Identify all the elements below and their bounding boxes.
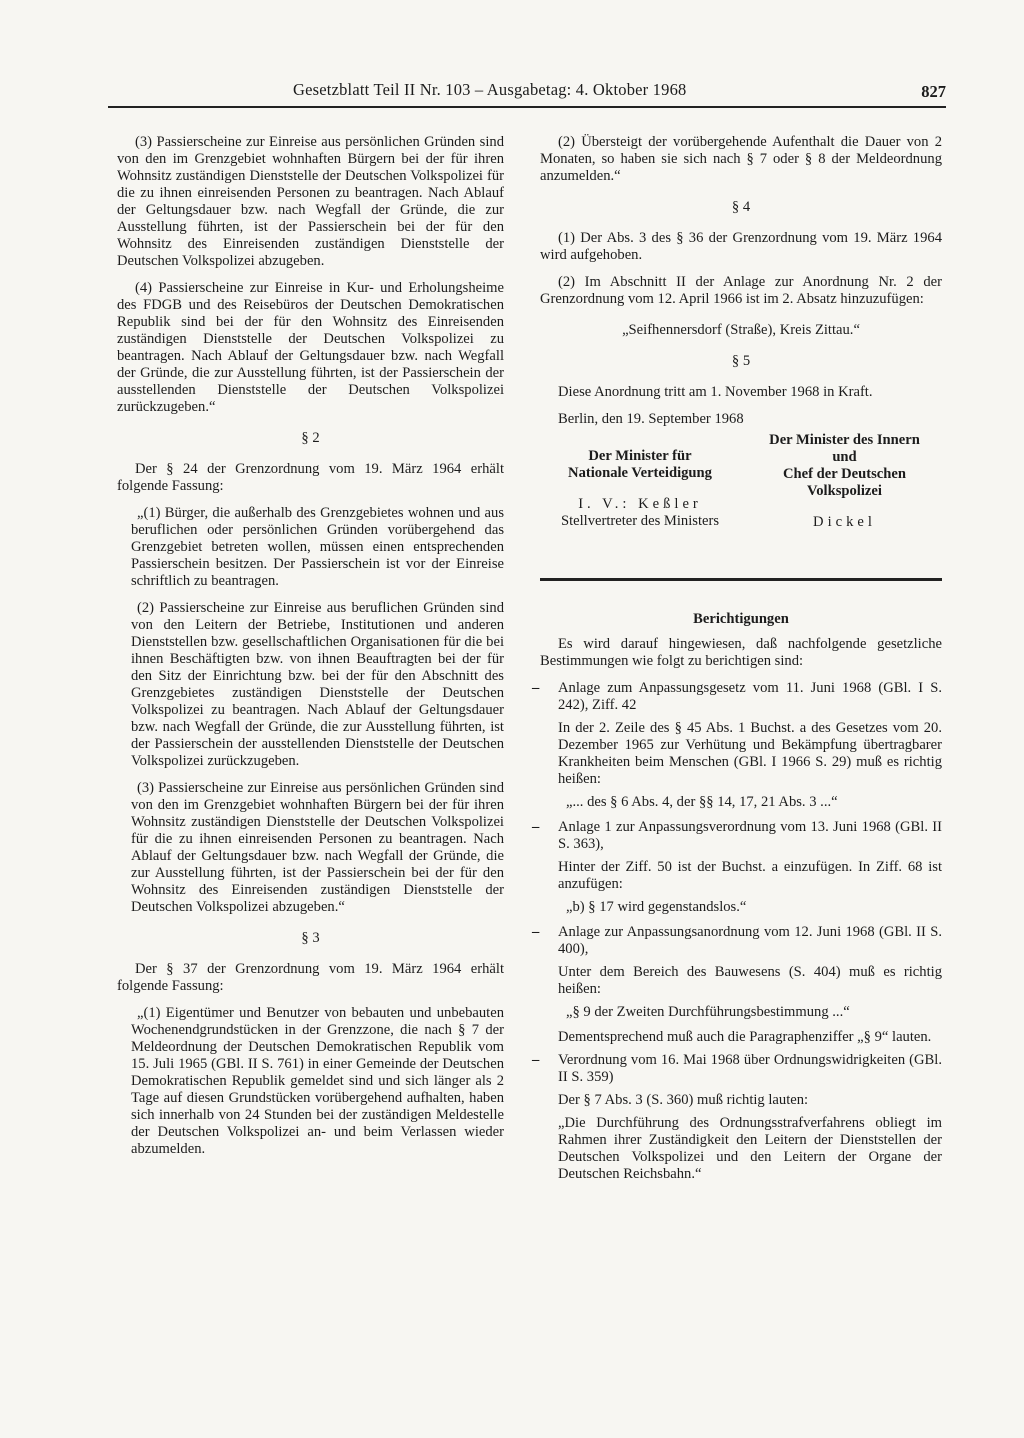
sig-right-line-4: Volkspolizei	[807, 483, 882, 499]
correction-2-text: Hinter der Ziff. 50 ist der Buchst. a einzufügen. In Ziff. 68 ist anzufügen:	[558, 859, 942, 892]
correction-1-text: In der 2. Zeile des § 45 Abs. 1 Buchst. a des Gesetzes vom 20. Dezember 1965 zur Verhütung und Bekämpfung übertragbarer Krankheiten beim Menschen (GBl. I 1966 S. 29) muß es richtig heißen:	[558, 720, 942, 787]
header-title: Gesetzblatt Teil II Nr. 103 – Ausgabetag: 4. Oktober 1968	[293, 80, 687, 99]
corrections-intro: Es wird darauf hingewiesen, daß nachfolgende gesetzliche Bestimmungen wie folgt zu berichtigen sind:	[540, 636, 942, 669]
correction-2-quote: „b) § 17 wird gegenstandslos.“	[566, 899, 747, 915]
signature-interior	[747, 432, 942, 531]
dash-marker: –	[532, 1052, 540, 1068]
correction-3-text: Unter dem Bereich des Bauwesens (S. 404) muß es richtig heißen:	[558, 964, 942, 997]
correction-4-text: Der § 7 Abs. 3 (S. 360) muß richtig lauten:	[558, 1092, 809, 1108]
section-4-paragraph-1: (1) Der Abs. 3 des § 36 der Grenzordnung vom 19. März 1964 wird aufgehoben.	[540, 230, 942, 263]
correction-3-head: Anlage zur Anpassungsanordnung vom 12. Juni 1968 (GBl. II S. 400),	[558, 924, 942, 957]
page-number: 827	[921, 82, 946, 101]
sig-left-line-2: Nationale Verteidigung	[568, 465, 712, 481]
correction-4-head: Verordnung vom 16. Mai 1968 über Ordnungswidrigkeiten (GBl. II S. 359)	[558, 1052, 942, 1085]
dash-marker: –	[532, 924, 540, 940]
section-3-intro: Der § 37 der Grenzordnung vom 19. März 1964 erhält folgende Fassung:	[117, 961, 504, 994]
section-2-quote-1: „(1) Bürger, die außerhalb des Grenzgebietes wohnen und aus beruflichen oder persönlichen Gründen vorübergehend das Grenzgebiet betreten wollen, müssen einen entsprechenden Passierschein besitzen. Der Passierschein ist vor der Einreise schriftlich zu beantragen.	[131, 505, 504, 589]
sig-left-name: I. V.: Keßler	[578, 496, 702, 512]
section-2-quote-3: (3) Passierscheine zur Einreise aus persönlichen Gründen sind von den im Grenzgebiet wohnhaften Bürgern bei der für ihren Wohnsitz zuständigen Dienststelle der Deutschen Volkspolizei für die zu ihnen einreisenden Personen zu beantragen. Nach Ablauf der Geltungsdauer bzw. nach Wegfall der Gründe, die zur Ausstellung führten, ist der Passierschein bei der für den Wohnsitz des Einreisenden zuständigen Dienststelle der Deutschen Volkspolizei abzugeben.“	[131, 780, 504, 915]
section-3-quote-1: „(1) Eigentümer und Benutzer von bebauten und unbebauten Wochenendgrundstücken in der Grenzzone, die nach § 7 der Meldeordnung der Deutschen Demokratischen Republik vom 15. Juli 1965 (GBl. II S. 761) in einer Gemeinde der Deutschen Demokratischen Republik gemeldet sind und sich länger als 2 Tage auf diesen Grundstücken vorübergehend aufhalten, haben sich innerhalb von 24 Stunden bei der zuständigen Meldestelle der Deutschen Volkspolizei an- und beim Verlassen wieder abzumelden.	[131, 1005, 504, 1157]
header-rule	[108, 106, 946, 108]
section-4-quote: „Seifhennersdorf (Straße), Kreis Zittau.“	[622, 322, 860, 338]
section-3-quote-2: (2) Übersteigt der vorübergehende Aufenthalt die Dauer von 2 Monaten, so haben sie sich nach § 7 oder § 8 der Meldeordnung anzumelden.“	[540, 134, 942, 184]
correction-3-quote: „§ 9 der Zweiten Durchführungsbestimmung ...“	[566, 1004, 850, 1020]
section-heading-5: § 5	[731, 353, 751, 369]
corrections-title: Berichtigungen	[693, 611, 789, 627]
sig-left-line-1: Der Minister für	[588, 448, 692, 464]
right-column	[532, 134, 942, 1189]
correction-item-3	[532, 924, 942, 958]
correction-1-quote: „... des § 6 Abs. 4, der §§ 14, 17, 21 Abs. 3 ...“	[566, 794, 838, 810]
correction-item-1	[532, 680, 942, 714]
section-4-paragraph-2: (2) Im Abschnitt II der Anlage zur Anordnung Nr. 2 der Grenzordnung vom 12. April 1966 ist im 2. Absatz hinzuzufügen:	[540, 274, 942, 307]
date-line: Berlin, den 19. September 1968	[558, 411, 744, 427]
sig-right-name: Dickel	[813, 514, 876, 530]
section-5-text: Diese Anordnung tritt am 1. November 1968 in Kraft.	[558, 384, 873, 400]
left-column	[117, 134, 504, 1168]
section-2-quote-2: (2) Passierscheine zur Einreise aus beruflichen Gründen sind von den Leitern der Betriebe, Institutionen und anderen Dienststellen bzw. gesellschaftlichen Organisationen für die bei ihnen Beschäftigten bzw. von ihnen Beauftragten bei der für den Sitz der Einrichtung bzw. bei der für den Abschnitt des Grenzgebietes zuständigen Dienststelle der Deutschen Volkspolizei zu beantragen. Nach Ablauf der Geltungsdauer bzw. nach Wegfall der Gründe, die zur Ausstellung führten, ist der Passierschein der ausstellenden Dienststelle der Deutschen Volkspolizei zurückzugeben.	[131, 600, 504, 769]
section-heading-4: § 4	[731, 199, 751, 215]
paragraph-4-fdgb: (4) Passierscheine zur Einreise in Kur- und Erholungsheime des FDGB und des Reisebüros der Deutschen Demokratischen Republik sind bei der für den Wohnsitz des Einreisenden zuständigen Dienststelle der Deutschen Volkspolizei zu beantragen. Nach Ablauf der Geltungsdauer bzw. nach Wegfall der Gründe, die zur Ausstellung führten, ist der Passierschein der ausstellenden Dienststelle der Deutschen Volkspolizei zurückzugeben.“	[117, 280, 504, 415]
dash-marker: –	[532, 819, 540, 835]
correction-item-4	[532, 1052, 942, 1086]
section-divider	[540, 578, 942, 581]
dash-marker: –	[532, 680, 540, 696]
signature-block	[540, 432, 942, 558]
paragraph-3-personal: (3) Passierscheine zur Einreise aus persönlichen Gründen sind von den im Grenzgebiet wohnhaften Bürgern bei der für ihren Wohnsitz zuständigen Dienststelle der Deutschen Volkspolizei für die zu ihnen einreisenden Personen zu beantragen. Nach Ablauf der Geltungsdauer bzw. nach Wegfall der Gründe, die zur Ausstellung führten, ist der Passierschein bei der für den Wohnsitz des Einreisenden zuständigen Dienststelle der Deutschen Volkspolizei abzugeben.	[117, 134, 504, 269]
signature-defense	[540, 448, 740, 530]
correction-1-head: Anlage zum Anpassungsgesetz vom 11. Juni 1968 (GBl. I S. 242), Ziff. 42	[558, 680, 942, 713]
section-heading-3: § 3	[301, 930, 320, 946]
section-heading-2: § 2	[301, 430, 320, 446]
sig-left-role: Stellvertreter des Ministers	[560, 513, 720, 529]
sig-right-line-1: Der Minister des Innern	[769, 432, 920, 448]
section-2-intro: Der § 24 der Grenzordnung vom 19. März 1964 erhält folgende Fassung:	[117, 461, 504, 494]
correction-item-2	[532, 819, 942, 853]
correction-2-head: Anlage 1 zur Anpassungsverordnung vom 13. Juni 1968 (GBl. II S. 363),	[558, 819, 942, 852]
correction-3-text-2: Dementsprechend muß auch die Paragraphenziffer „§ 9“ lauten.	[558, 1029, 932, 1045]
sig-right-line-3: Chef der Deutschen	[783, 466, 906, 482]
page-header	[108, 78, 946, 104]
correction-4-quote: „Die Durchführung des Ordnungsstrafverfahrens obliegt im Rahmen ihrer Zuständigkeit den Leitern der Dienststellen der Deutschen Volkspolizei und den Leitern der Organe der Deutschen Reichsbahn.“	[558, 1115, 942, 1182]
sig-right-line-2: und	[832, 449, 857, 465]
